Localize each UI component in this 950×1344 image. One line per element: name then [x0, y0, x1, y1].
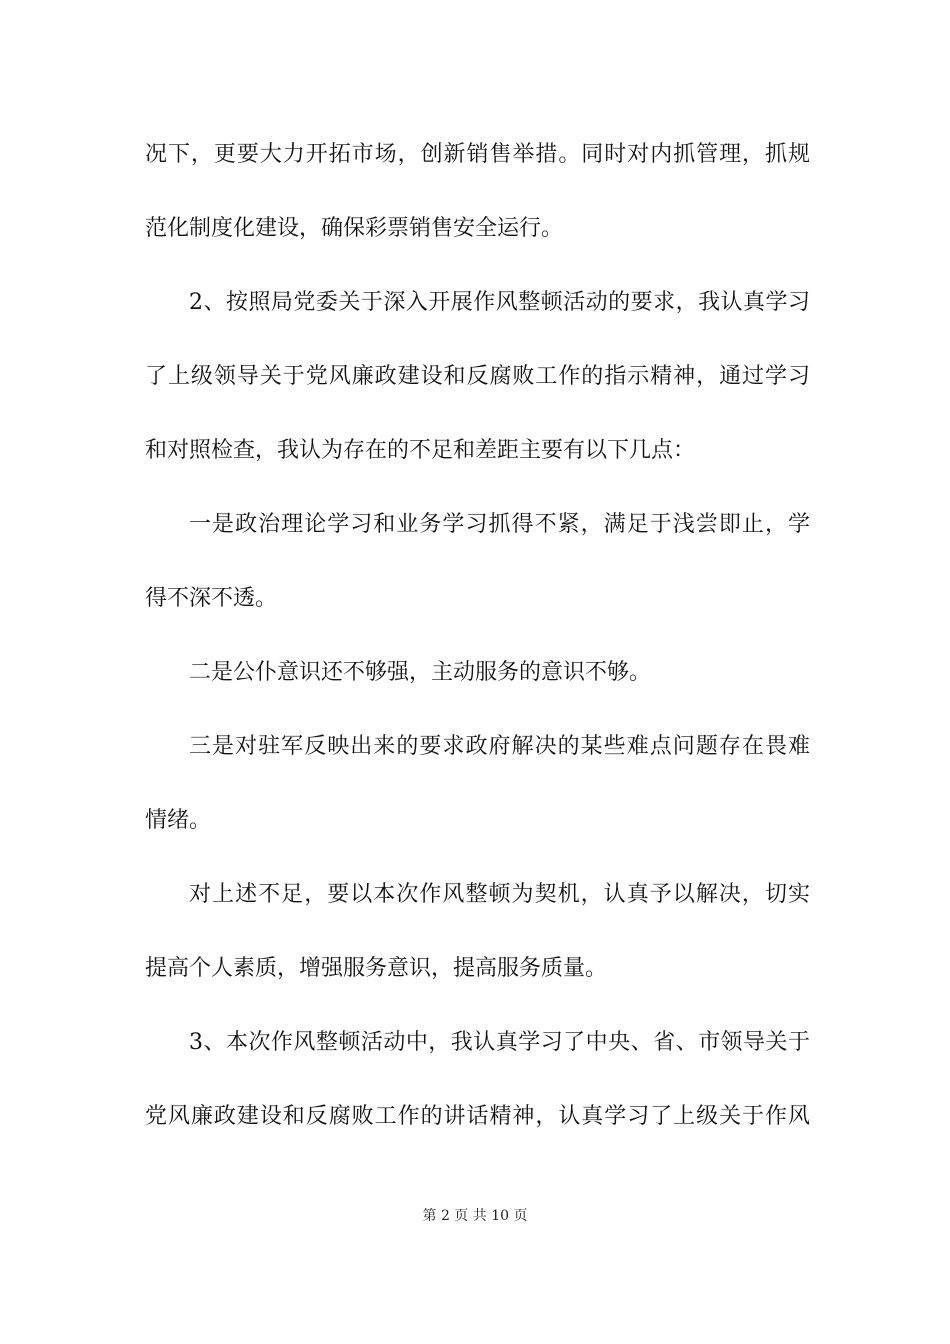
text-line: 党风廉政建设和反腐败工作的讲话精神，认真学习了上级关于作风 [145, 1104, 810, 1129]
paragraph-first-line: 二是公仆意识还不够强，主动服务的意识不够。 [189, 660, 652, 685]
page-number-footer: 第 2 页 共 10 页 [422, 1208, 528, 1224]
text-line: 得不深不透。 [145, 586, 278, 611]
text-line: 情绪。 [145, 808, 212, 833]
text-line: 了上级领导关于党风廉政建设和反腐败工作的指示精神，通过学习 [145, 364, 810, 389]
paragraph-first-line: 一是政治理论学习和业务学习抓得不紧，满足于浅尝即止，学 [189, 512, 810, 537]
text-line: 况下，更要大力开拓市场，创新销售举措。同时对内抓管理，抓规 [145, 142, 810, 167]
paragraph-first-line: 对上述不足，要以本次作风整顿为契机，认真予以解决，切实 [189, 882, 810, 907]
text-line: 范化制度化建设，确保彩票销售安全运行。 [145, 216, 564, 241]
text-line: 提高个人素质，增强服务意识，提高服务质量。 [145, 956, 608, 981]
text-line: 和对照检查，我认为存在的不足和差距主要有以下几点： [145, 438, 696, 463]
paragraph-first-line: 3、本次作风整顿活动中，我认真学习了中央、省、市领导关于 [189, 1030, 810, 1055]
paragraph-first-line: 三是对驻军反映出来的要求政府解决的某些难点问题存在畏难 [189, 734, 810, 759]
paragraph-first-line: 2、按照局党委关于深入开展作风整顿活动的要求，我认真学习 [189, 290, 810, 315]
